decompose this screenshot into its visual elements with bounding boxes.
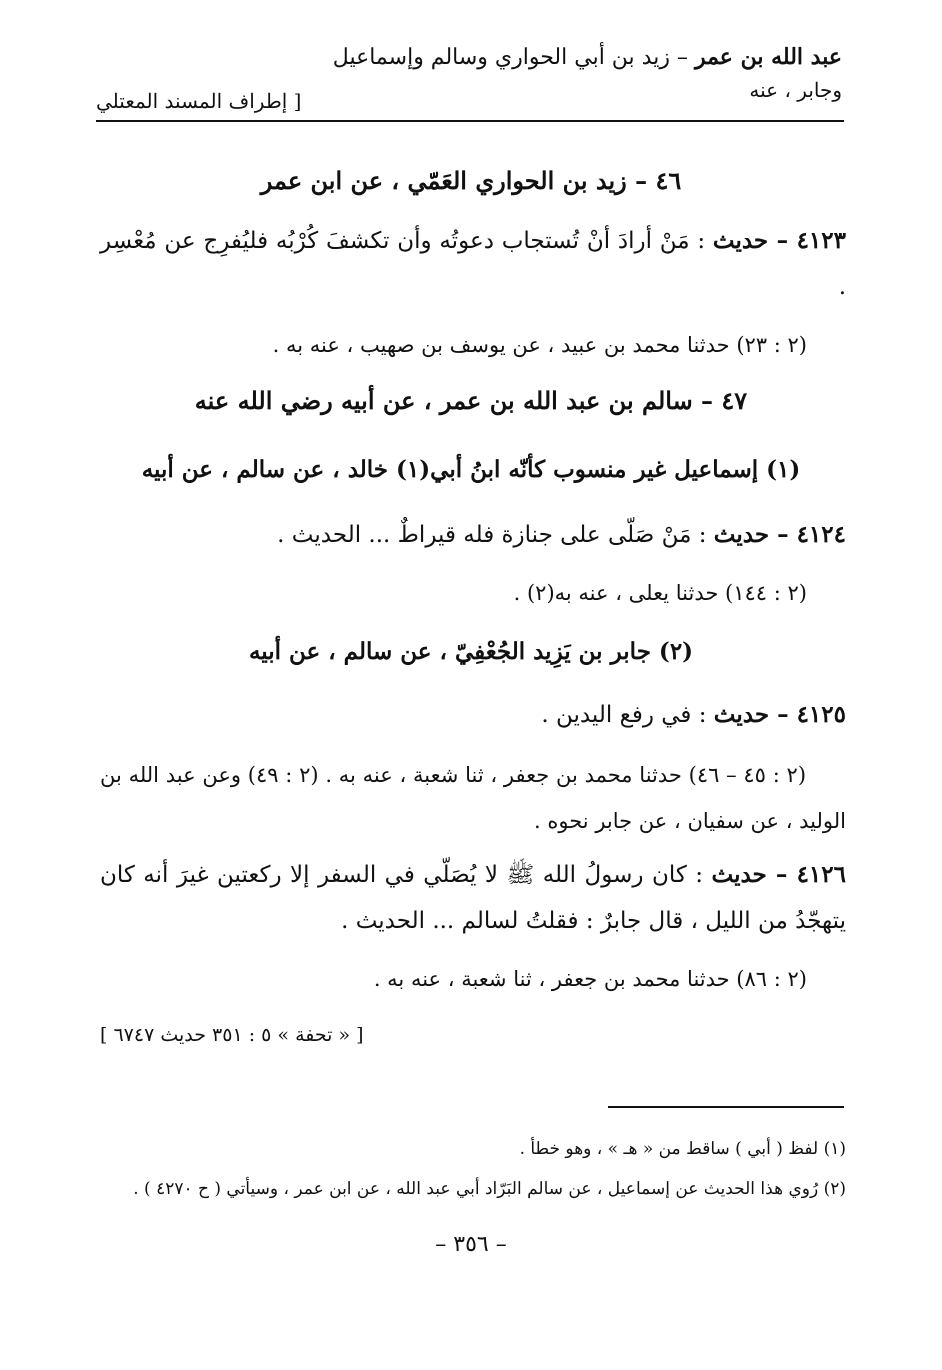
- hadith-4126: [100, 852, 846, 944]
- chain-4124: (٢ : ١٤٤) حدثنا يعلى ، عنه به(٢) .: [513, 581, 807, 605]
- header-bold: عبد الله بن عمر: [694, 44, 842, 70]
- section-title-46: ٤٦ – زيد بن الحواري العَمّي ، عن ابن عمر: [260, 166, 682, 195]
- book-title: [ إطراف المسند المعتلي: [96, 89, 302, 113]
- header-line-1: [333, 40, 842, 75]
- hadith-number: ٤١٢٣ – حديث: [712, 227, 846, 254]
- header-rest: – زيد بن أبي الحواري وسالم وإسماعيل: [332, 45, 695, 70]
- hadith-4123: [100, 218, 846, 310]
- subsection-title-1: (١) إسماعيل غير منسوب كأنّه ابنُ أبي(١) خالد ، عن سالم ، عن أبيه: [141, 456, 801, 483]
- chain-text: (٢ : ٤٥ – ٤٦) حدثنا محمد بن جعفر ، ثنا شعبة ، عنه به . (٢ : ٤٩) وعن عبد الله بن الوليد ، عن سفيان ، عن جابر نحوه .: [100, 763, 846, 833]
- footnote-rule: [608, 1106, 844, 1108]
- chain-4123: (٢ : ٢٣) حدثنا محمد بن عبيد ، عن يوسف بن صهيب ، عنه به .: [272, 333, 807, 357]
- chain-4126: (٢ : ٨٦) حدثنا محمد بن جعفر ، ثنا شعبة ، عنه به .: [373, 967, 807, 991]
- hadith-number: ٤١٢٥ – حديث: [713, 701, 846, 728]
- page-number: – ٣٥٦ –: [435, 1232, 507, 1257]
- hadith-text: : كان رسولُ الله ﷺ لا يُصَلّي في السفر إلا ركعتين غيرَ أنه كان يتهجّدُ من الليل ، قال جابرٌ : فقلتُ لسالم ... الحديث .: [100, 862, 846, 934]
- running-header: [333, 40, 842, 105]
- tuhfa-reference: [ « تحفة » ٥ : ٣٥١ حديث ٦٧٤٧ ]: [100, 1024, 364, 1046]
- hadith-number: ٤١٢٤ – حديث: [713, 521, 846, 548]
- chain-4125: [100, 752, 846, 844]
- subsection-title-2: (٢) جابر بن يَزِيد الجُعْفِيّ ، عن سالم ، عن أبيه: [248, 638, 694, 665]
- hadith-text: : مَنْ أرادَ أنْ تُستجاب دعوتُه وأن تكشفَ كُرْبُه فليُفرِج عن مُعْسِر .: [100, 228, 846, 300]
- footnote-1: (١) لفظ ( أبي ) ساقط من « هـ » ، وهو خطأ .: [519, 1139, 846, 1159]
- header-line-2: وجابر ، عنه: [749, 78, 842, 102]
- hadith-text: : في رفع اليدين .: [541, 702, 714, 728]
- hadith-number: ٤١٢٦ – حديث: [711, 861, 846, 888]
- footnote-2: (٢) رُوي هذا الحديث عن إسماعيل ، عن سالم البَرّاد أبي عبد الله ، عن ابن عمر ، وسيأتي ( ح ٤٢٧٠ ) .: [133, 1179, 846, 1199]
- hadith-text: : مَنْ صَلّى على جنازة فله قيراطٌ ... الحديث .: [277, 522, 714, 548]
- header-rule: [96, 120, 844, 122]
- hadith-4125: [100, 692, 846, 738]
- hadith-4124: [100, 512, 846, 558]
- section-title-47: ٤٧ – سالم بن عبد الله بن عمر ، عن أبيه رضي الله عنه: [194, 386, 748, 415]
